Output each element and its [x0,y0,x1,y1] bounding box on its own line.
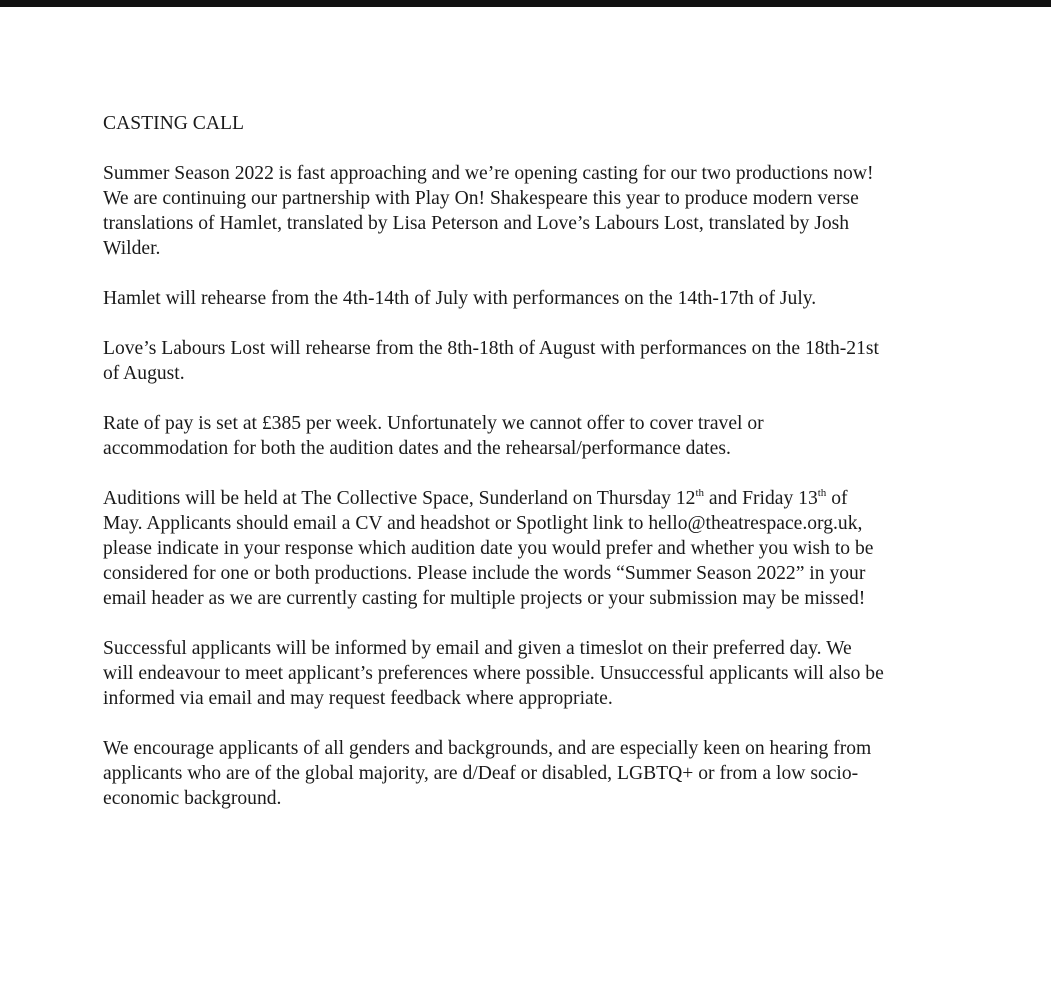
intro-paragraph [103,161,1003,261]
pay-line: accommodation for both the audition dates and the rehearsal/performance dates. [103,438,731,459]
inclusion-line: economic background. [103,788,282,809]
auditions-line: please indicate in your response which audition date you would prefer and whether you wish to be [103,538,874,559]
top-border [0,0,1051,7]
auditions-line: email header as we are currently casting for multiple projects or your submission may be missed! [103,588,866,609]
lll-dates-paragraph [103,336,1003,386]
outcome-paragraph [103,636,1003,711]
lll-dates-line: of August. [103,363,185,384]
auditions-line: considered for one or both productions. Please include the words “Summer Season 2022” in your [103,563,866,584]
hamlet-dates-line: Hamlet will rehearse from the 4th-14th of July with performances on the 14th-17th of July. [103,288,817,309]
outcome-line: informed via email and may request feedback where appropriate. [103,688,613,709]
intro-line: translations of Hamlet, translated by Lisa Peterson and Love’s Labours Lost, translated by Josh [103,213,850,234]
email-link[interactable]: hello@theatrespace.org.uk [648,513,858,534]
auditions-line: May. Applicants should email a CV and headshot or Spotlight link to hello@theatrespace.org.uk, [103,513,863,534]
intro-line: Wilder. [103,238,161,259]
intro-line: Summer Season 2022 is fast approaching and we’re opening casting for our two productions now! [103,163,874,184]
outcome-line: Successful applicants will be informed by email and given a timeslot on their preferred day. We [103,638,852,659]
page-title: CASTING CALL [103,113,244,134]
document-body [103,111,1003,836]
pay-paragraph [103,411,1003,461]
intro-line: We are continuing our partnership with Play On! Shakespeare this year to produce modern verse [103,188,859,209]
inclusion-line: We encourage applicants of all genders and backgrounds, and are especially keen on hearing from [103,738,872,759]
auditions-paragraph [103,486,1003,611]
inclusion-line: applicants who are of the global majority, are d/Deaf or disabled, LGBTQ+ or from a low socio- [103,763,859,784]
outcome-line: will endeavour to meet applicant’s preferences where possible. Unsuccessful applicants will also be [103,663,884,684]
inclusion-paragraph [103,736,1003,811]
hamlet-dates-paragraph [103,286,1003,311]
auditions-line: Auditions will be held at The Collective Space, Sunderland on Thursday 12th and Friday 13th of [103,487,848,509]
pay-line: Rate of pay is set at £385 per week. Unfortunately we cannot offer to cover travel or [103,413,764,434]
lll-dates-line: Love’s Labours Lost will rehearse from the 8th-18th of August with performances on the 18th-21st [103,338,879,359]
